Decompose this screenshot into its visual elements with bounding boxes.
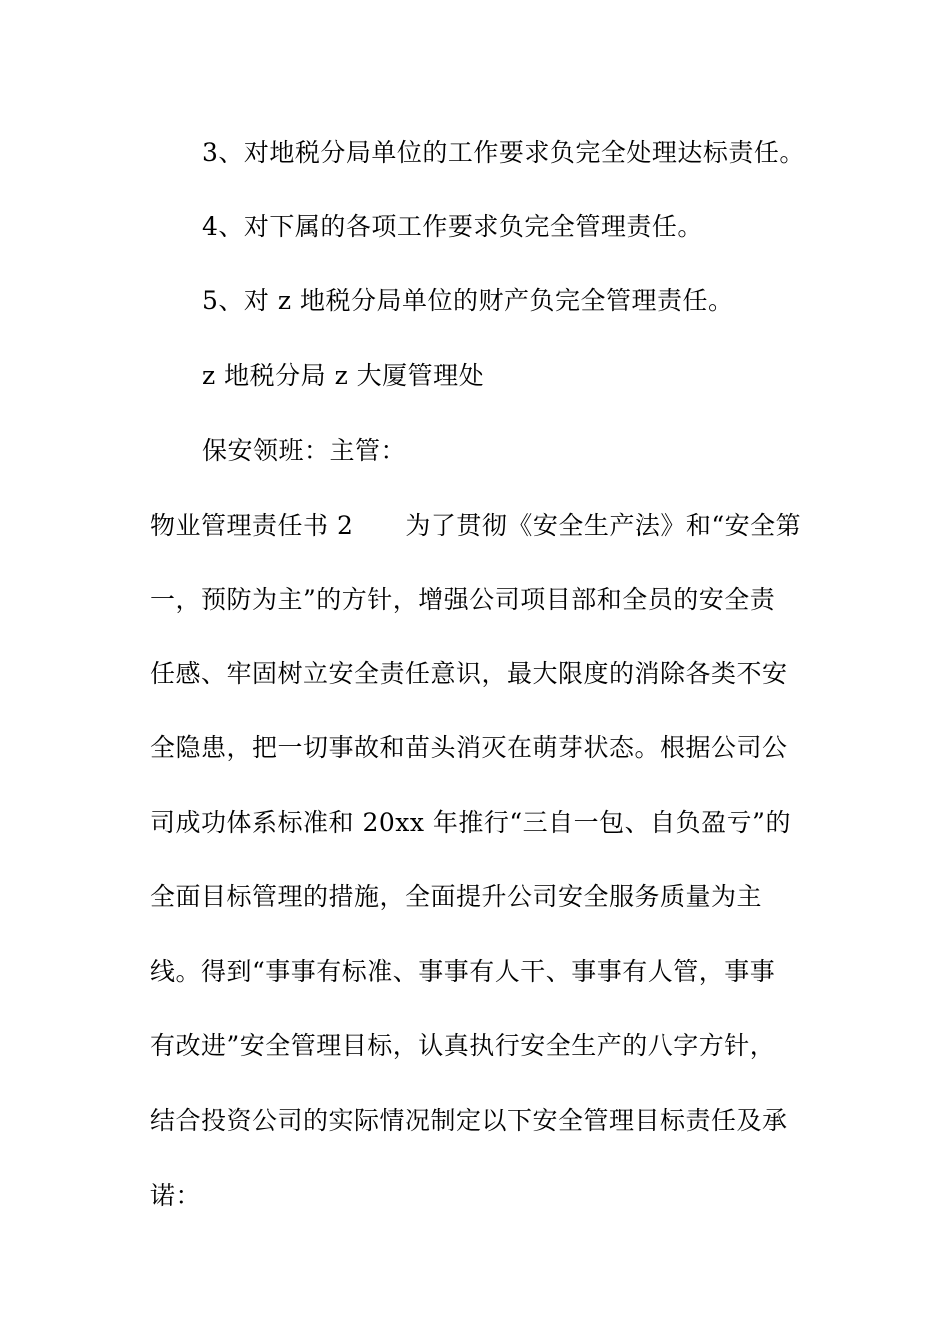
section-line-8: 有改进”安全管理目标，认真执行安全生产的八字方针， [150, 1031, 776, 1060]
section-line-2: 一，预防为主”的方针，增强公司项目部和全员的安全责 [150, 585, 776, 614]
section-line-10: 诺： [150, 1181, 202, 1210]
item-3: 3、对地税分局单位的工作要求负完全处理达标责任。 [202, 138, 805, 167]
section-line-9: 结合投资公司的实际情况制定以下安全管理目标责任及承 [150, 1106, 788, 1135]
section-line-4: 全隐患，把一切事故和苗头消灭在萌芽状态。根据公司公 [150, 733, 788, 762]
section-first-line [150, 511, 801, 541]
item-5: 5、对 z 地税分局单位的财产负完全管理责任。 [202, 286, 734, 315]
section-heading: 物业管理责任书 2 [150, 511, 354, 540]
section-line-6: 全面目标管理的措施，全面提升公司安全服务质量为主 [150, 882, 763, 911]
signature-org: z 地税分局 z 大厦管理处 [202, 361, 485, 390]
signature-roles: 保安领班：主管： [202, 436, 407, 465]
item-4: 4、对下属的各项工作要求负完全管理责任。 [202, 212, 703, 241]
section-line-3: 任感、牢固树立安全责任意识，最大限度的消除各类不安 [150, 659, 788, 688]
section-line-7: 线。得到“事事有标准、事事有人干、事事有人管，事事 [150, 957, 776, 986]
section-line-5: 司成功体系标准和 20xx 年推行“三自一包、自负盈亏”的 [150, 808, 791, 837]
section-line-1: 为了贯彻《安全生产法》和“安全第 [405, 511, 802, 540]
